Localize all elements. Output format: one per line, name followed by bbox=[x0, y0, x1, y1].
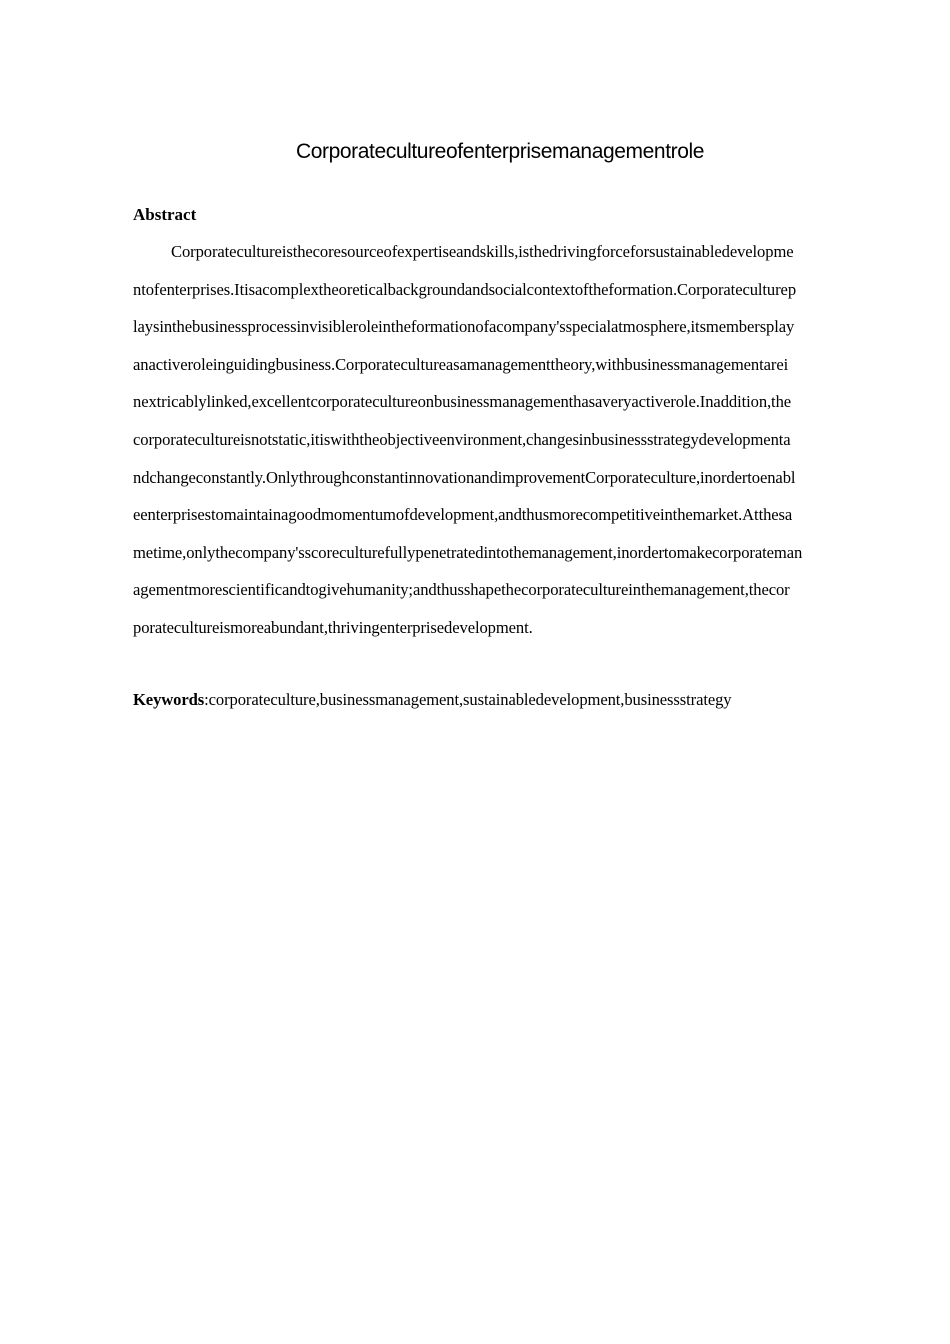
document-title: Corporatecultureofenterprisemanagementrole bbox=[295, 140, 705, 163]
abstract-line: ntofenterprises.Itisacomplextheoreticalbackgroundandsocialcontextoftheformation.Corporateculturep bbox=[133, 279, 797, 299]
keywords-text: :corporateculture,businessmanagement,sustainabledevelopment,businessstrategy bbox=[204, 690, 732, 709]
keywords-label: Keywords bbox=[133, 690, 205, 709]
abstract-heading: Abstract bbox=[133, 205, 197, 224]
abstract-line: agementmorescientificandtogivehumanity;andthusshapethecorporatecultureinthemanagement,thecor bbox=[133, 580, 790, 600]
abstract-line: poratecultureismoreabundant,thrivingenterprisedevelopment. bbox=[133, 617, 533, 637]
abstract-line: laysinthebusinessprocessinvisibleroleintheformationofacompany'sspecialatmosphere,itsmembersplay bbox=[133, 317, 795, 337]
abstract-line: eenterprisestomaintainagoodmomentumofdevelopment,andthusmorecompetitiveinthemarket.Atthesa bbox=[133, 505, 793, 525]
abstract-line: ndchangeconstantly.OnlythroughconstantinnovationandimprovementCorporateculture,inordertoenabl bbox=[133, 467, 796, 487]
abstract-line: metime,onlythecompany'sscoreculturefullypenetratedintothemanagement,inordertomakecorporateman bbox=[133, 542, 803, 562]
abstract-line: Corporatecultureisthecoresourceofexpertiseandskills,isthedrivingforceforsustainabledevelopme bbox=[171, 242, 794, 261]
abstract-line: nextricablylinked,excellentcorporatecultureonbusinessmanagementhasaveryactiverole.Inaddition,the bbox=[133, 392, 792, 412]
abstract-line: anactiveroleinguidingbusiness.Corporatecultureasamanagementtheory,withbusinessmanagementarei bbox=[133, 354, 789, 374]
keywords-line bbox=[133, 690, 732, 710]
abstract-body bbox=[133, 242, 893, 656]
abstract-line: corporatecultureisnotstatic,itiswiththeobjectiveenvironment,changesinbusinessstrategydevelopmenta bbox=[133, 429, 791, 449]
